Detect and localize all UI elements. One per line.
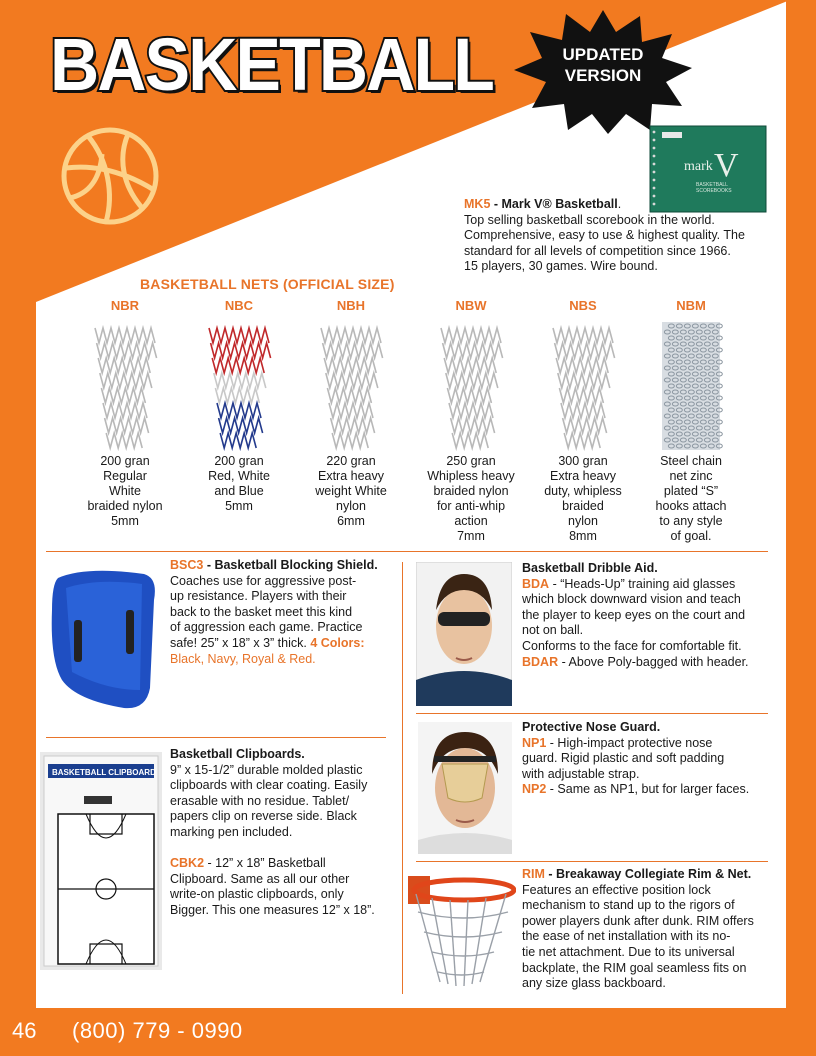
net-description [636, 454, 746, 544]
phone-number[interactable]: (800) 779 - 0990 [72, 1018, 243, 1043]
dribble-heading: Basketball Dribble Aid. [522, 561, 658, 575]
clipboards-line: clipboards with clear coating. Easily [170, 778, 368, 793]
page-title: BASKETBALL [50, 23, 494, 106]
net-description-line: 5mm [225, 499, 253, 513]
shield-line: up resistance. Players with their [170, 589, 347, 604]
rim-line: Features an effective position lock [522, 882, 711, 897]
net-description-line: 5mm [111, 514, 139, 528]
net-image [204, 318, 274, 454]
net-image [548, 318, 618, 454]
nose-guard-description [522, 720, 782, 798]
net-description-line: 300 gran [558, 454, 608, 468]
net-image [436, 318, 506, 454]
dribble-line: Conforms to the face for comfortable fit. [522, 638, 742, 653]
net-image [656, 318, 726, 454]
divider [416, 713, 768, 714]
net-description-line: Extra heavy [549, 469, 616, 483]
nose-line: - High-impact protective nose [546, 735, 713, 750]
net-description-line: plated “S” [663, 484, 719, 498]
net-item-nbm [636, 298, 746, 544]
nose-guard-photo [418, 722, 512, 854]
scorebook-brand: mark [684, 159, 713, 174]
net-description-line: White [109, 484, 141, 498]
rim-line: backplate, the RIM goal seamless fits on [522, 960, 747, 975]
scorebook-code: MK5 [464, 197, 491, 211]
net-image [316, 318, 386, 454]
net-description-line: 7mm [457, 529, 485, 543]
dribble-line: not on ball. [522, 623, 584, 638]
scorebook-sub2: SCOREBOOKS [696, 188, 732, 194]
shield-code: BSC3 [170, 558, 204, 572]
net-item-nbr [70, 298, 180, 529]
clipboards-line: erasable with no residue. Tablet/ [170, 793, 350, 808]
clipboards-description [170, 747, 400, 919]
net-description-line: of goal. [670, 529, 712, 543]
shield-colors: Black, Navy, Royal & Red. [170, 651, 316, 666]
net-description-line: action [454, 514, 488, 528]
nose-line: with adjustable strap. [522, 766, 640, 781]
scorebook-line: 15 players, 30 games. Wire bound. [464, 259, 658, 274]
nose-line: guard. Rigid plastic and soft padding [522, 751, 725, 766]
clipboard-image [40, 752, 162, 970]
nose-line: - Same as NP1, but for larger faces. [546, 782, 750, 797]
net-description [416, 454, 526, 544]
shield-line: back to the basket meet this kind [170, 604, 353, 619]
clipboards-line: write-on plastic clipboards, only [170, 887, 344, 902]
net-description-line: nylon [336, 499, 366, 513]
rim-line: any size glass backboard. [522, 976, 666, 991]
scorebook-sub1: BASKETBALL [696, 182, 728, 188]
net-description-line: nylon [568, 514, 598, 528]
nets-section-title: BASKETBALL NETS (OFFICIAL SIZE) [140, 276, 395, 292]
net-image [90, 318, 160, 454]
net-description-line: weight White [315, 484, 387, 498]
shield-colors-label: 4 Colors: [310, 635, 365, 650]
rim-name: - Breakaway Collegiate Rim & Net. [544, 867, 752, 881]
dribble-line: the player to keep eyes on the court and [522, 607, 746, 622]
nose-np2-code: NP2 [522, 782, 547, 797]
dribble-aid-description [522, 561, 782, 670]
net-item-nbc [184, 298, 294, 514]
net-description [296, 454, 406, 529]
scorebook-line: standard for all levels of competition since 1966. [464, 243, 731, 258]
rim-line: mechanism to stand up to the rigors of [522, 898, 735, 913]
clipboards-heading: Basketball Clipboards. [170, 747, 305, 761]
net-description-line: braided [562, 499, 604, 513]
net-description-line: Regular [103, 469, 147, 483]
net-description-line: duty, whipless [544, 484, 622, 498]
net-code: NBM [676, 298, 706, 313]
dribble-bda-code: BDA [522, 576, 550, 591]
net-description-line: Extra heavy [317, 469, 384, 483]
net-description-line: hooks attach [655, 499, 727, 513]
divider [416, 861, 768, 862]
clipboards-line: marking pen included. [170, 824, 293, 839]
column-divider [402, 562, 403, 994]
net-description-line: 6mm [337, 514, 365, 528]
net-description-line: 220 gran [326, 454, 376, 468]
divider [46, 551, 768, 552]
net-description-line: for anti-whip [436, 499, 506, 513]
net-description-line: to any style [659, 514, 723, 528]
net-description-line: 200 gran [100, 454, 150, 468]
clipboard-label: BASKETBALL CLIPBOARD [52, 768, 156, 777]
scorebook-description: MK5 - Mark V® Basketball. Top selling basketball scorebook in the world. Comprehensive, easy to use & highest quality. The standard for all levels of competition since 1966. 15 players, 30 games. Wire bound. [464, 197, 774, 275]
nose-heading: Protective Nose Guard. [522, 720, 661, 734]
page-number: 46 [12, 1018, 37, 1043]
net-description-line: 8mm [569, 529, 597, 543]
net-item-nbw [416, 298, 526, 544]
clipboard-cbk2-code: CBK2 [170, 856, 205, 871]
net-description-line: 250 gran [446, 454, 496, 468]
net-code: NBR [110, 298, 140, 313]
rim-code: RIM [522, 867, 545, 881]
dribble-line: - Above Poly-bagged with header. [558, 654, 749, 669]
clipboards-line: - 12” x 18” Basketball [204, 856, 326, 871]
basketball-icon [58, 124, 162, 228]
clipboards-line: 9” x 15-1/2” durable molded plastic [170, 762, 363, 777]
net-item-nbs [528, 298, 638, 544]
dribble-bdar-code: BDAR [522, 654, 559, 669]
nose-np1-code: NP1 [522, 735, 547, 750]
dribble-line: - “Heads-Up” training aid glasses [549, 576, 736, 591]
scorebook-letter: V [714, 147, 739, 184]
net-description-line: net zinc [669, 469, 713, 483]
net-item-nbh [296, 298, 406, 529]
net-description [184, 454, 294, 514]
net-description-line: Whipless heavy [427, 469, 515, 483]
clipboards-line: papers clip on reverse side. Black [170, 809, 357, 824]
updated-version-text: UPDATED VERSION [562, 45, 644, 85]
clipboards-line: Bigger. This one measures 12” x 18”. [170, 902, 375, 917]
rim-line: tie net attachment. Due to its universal [522, 944, 735, 959]
net-code: NBC [224, 298, 254, 313]
blocking-shield-description [170, 558, 390, 667]
dribble-aid-photo [416, 562, 512, 706]
net-description-line: braided nylon [87, 499, 163, 513]
rim-description [522, 867, 782, 992]
net-code: NBH [336, 298, 366, 313]
net-description [70, 454, 180, 529]
net-description-line: 200 gran [214, 454, 264, 468]
net-description-line: braided nylon [433, 484, 509, 498]
shield-line: safe! 25” x 18” x 3” thick. [170, 635, 311, 650]
net-code: NBS [569, 298, 597, 313]
shield-line: of aggression each game. Practice [170, 620, 363, 635]
net-description-line: and Blue [214, 484, 264, 498]
shield-line: Coaches use for aggressive post- [170, 573, 357, 588]
blocking-shield-image [46, 560, 162, 720]
net-description [528, 454, 638, 544]
divider [46, 737, 386, 738]
rim-line: power players dunk after dunk. RIM offers [522, 913, 754, 928]
dribble-line: which block downward vision and teach [522, 592, 741, 607]
scorebook-name: - Mark V® Basketball [490, 197, 618, 211]
net-description-line: Steel chain [660, 454, 722, 468]
rim-image [404, 872, 516, 992]
clipboards-line: Clipboard. Same as all our other [170, 871, 350, 886]
scorebook-line: Comprehensive, easy to use & highest quality. The [464, 228, 745, 243]
net-description-line: Red, White [208, 469, 270, 483]
scorebook-line: Top selling basketball scorebook in the world. [464, 212, 715, 227]
shield-name: - Basketball Blocking Shield. [203, 558, 378, 572]
net-code: NBW [455, 298, 487, 313]
rim-line: the ease of net installation with its no- [522, 929, 731, 944]
